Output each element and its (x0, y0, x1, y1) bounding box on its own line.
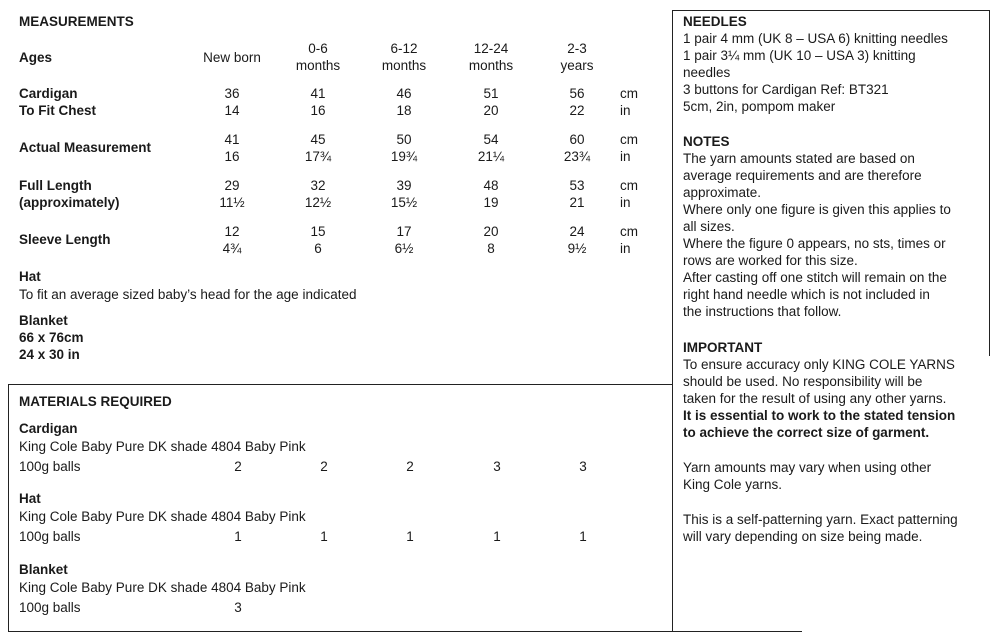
needles-heading: NEEDLES (683, 14, 747, 29)
material-value: 3 (579, 459, 587, 474)
unit-label: in (620, 195, 631, 210)
measurement-value: 20 (483, 103, 499, 118)
measurement-value: 32 (310, 178, 326, 193)
measurement-label: Sleeve Length (19, 232, 111, 247)
notes-line: The yarn amounts stated are based on (683, 151, 915, 166)
material-yarn: King Cole Baby Pure DK shade 4804 Baby Pink (19, 509, 306, 524)
size-header: months (295, 58, 341, 73)
notes-line: right hand needle which is not included in (683, 287, 930, 302)
material-unit: 100g balls (19, 459, 81, 474)
unit-label: in (620, 103, 631, 118)
measurement-value: 17¾ (304, 149, 332, 164)
material-unit: 100g balls (19, 600, 81, 615)
important-line: taken for the result of using any other yarns. (683, 391, 947, 406)
measurement-value: 20 (483, 224, 499, 239)
measurement-value: 6½ (394, 241, 414, 256)
important-bold-line: to achieve the correct size of garment. (683, 425, 930, 440)
divider-left-edge (8, 384, 9, 632)
measurement-value: 22 (569, 103, 585, 118)
measurement-value: 39 (396, 178, 412, 193)
unit-label: cm (620, 86, 638, 101)
unit-label: cm (620, 224, 638, 239)
blanket-size: 24 x 30 in (19, 347, 80, 362)
important-line: To ensure accuracy only KING COLE YARNS (683, 357, 955, 372)
measurement-label: (approximately) (19, 195, 120, 210)
measurement-value: 19 (483, 195, 499, 210)
measurement-value: 9½ (567, 241, 587, 256)
notes-line: the instructions that follow. (683, 304, 842, 319)
size-header: 2-3 (567, 41, 587, 56)
pattern-note-line: will vary depending on size being made. (683, 529, 923, 544)
measurement-value: 53 (569, 178, 585, 193)
measurement-value: 36 (224, 86, 240, 101)
measurement-value: 18 (396, 103, 412, 118)
notes-line: average requirements and are therefore (683, 168, 922, 183)
size-header: 12-24 (473, 41, 509, 56)
needles-line: 3 buttons for Cardigan Ref: BT321 (683, 82, 889, 97)
important-bold-line: It is essential to work to the stated tension (683, 408, 956, 423)
material-value: 2 (406, 459, 414, 474)
material-unit: 100g balls (19, 529, 81, 544)
important-heading: IMPORTANT (683, 340, 763, 355)
divider-right-edge (989, 10, 990, 356)
material-yarn: King Cole Baby Pure DK shade 4804 Baby Pink (19, 580, 306, 595)
material-value: 3 (234, 600, 242, 615)
materials-heading: MATERIALS REQUIRED (19, 394, 172, 409)
needles-line: 1 pair 4 mm (UK 8 – USA 6) knitting needles (683, 31, 948, 46)
measurement-value: 48 (483, 178, 499, 193)
material-value: 2 (320, 459, 328, 474)
material-value: 1 (493, 529, 501, 544)
pattern-note-line: This is a self-patterning yarn. Exact patterning (683, 512, 958, 527)
yarn-note-line: Yarn amounts may vary when using other (683, 460, 932, 475)
material-value: 3 (493, 459, 501, 474)
measurement-value: 24 (569, 224, 585, 239)
divider-bottom (8, 631, 802, 632)
size-header: 0-6 (308, 41, 328, 56)
measurement-value: 29 (224, 178, 240, 193)
important-line: should be used. No responsibility will be (683, 374, 923, 389)
size-header: years (560, 58, 594, 73)
material-value: 2 (234, 459, 242, 474)
divider-top-right (672, 10, 990, 11)
measurement-value: 17 (396, 224, 412, 239)
measurement-value: 51 (483, 86, 499, 101)
measurement-value: 15½ (390, 195, 418, 210)
measurement-label: Cardigan (19, 86, 78, 101)
measurement-value: 60 (569, 132, 585, 147)
material-name: Blanket (19, 562, 68, 577)
unit-label: in (620, 149, 631, 164)
size-header: months (468, 58, 514, 73)
unit-label: cm (620, 132, 638, 147)
measurement-value: 21 (569, 195, 585, 210)
measurement-label: To Fit Chest (19, 103, 96, 118)
size-header: New born (203, 50, 261, 65)
yarn-note-line: King Cole yarns. (683, 477, 783, 492)
measurement-value: 50 (396, 132, 412, 147)
measurement-value: 12½ (304, 195, 332, 210)
notes-line: Where the figure 0 appears, no sts, times or (683, 236, 946, 251)
material-value: 1 (579, 529, 587, 544)
hat-text: To fit an average sized baby’s head for the age indicated (19, 287, 357, 302)
notes-line: After casting off one stitch will remain on the (683, 270, 947, 285)
unit-label: cm (620, 178, 638, 193)
divider-materials-top (8, 384, 673, 385)
measurement-value: 14 (224, 103, 240, 118)
measurement-value: 11½ (219, 195, 245, 210)
material-value: 1 (320, 529, 328, 544)
notes-heading: NOTES (683, 134, 730, 149)
measurement-label: Full Length (19, 178, 92, 193)
measurement-value: 46 (396, 86, 412, 101)
needles-line: 5cm, 2in, pompom maker (683, 99, 836, 114)
measurement-value: 54 (483, 132, 499, 147)
blanket-size: 66 x 76cm (19, 330, 84, 345)
hat-label: Hat (19, 269, 41, 284)
material-name: Hat (19, 491, 41, 506)
measurement-value: 41 (224, 132, 240, 147)
measurement-value: 23¾ (563, 149, 591, 164)
measurement-label: Actual Measurement (19, 140, 152, 155)
material-yarn: King Cole Baby Pure DK shade 4804 Baby Pink (19, 439, 306, 454)
measurement-value: 45 (310, 132, 326, 147)
notes-line: approximate. (683, 185, 762, 200)
notes-line: all sizes. (683, 219, 735, 234)
measurement-value: 6 (314, 241, 322, 256)
ages-label: Ages (19, 50, 53, 65)
material-value: 1 (234, 529, 242, 544)
measurement-value: 21¼ (477, 149, 505, 164)
divider-vertical (672, 10, 673, 632)
measurement-value: 4¾ (222, 241, 242, 256)
measurements-heading: MEASUREMENTS (19, 14, 134, 29)
needles-line: 1 pair 3¼ mm (UK 10 – USA 3) knitting (683, 48, 916, 63)
measurement-value: 8 (487, 241, 495, 256)
notes-line: Where only one figure is given this applies to (683, 202, 951, 217)
measurement-value: 56 (569, 86, 585, 101)
measurement-value: 16 (310, 103, 326, 118)
measurement-value: 41 (310, 86, 326, 101)
measurement-value: 12 (224, 224, 240, 239)
blanket-label: Blanket (19, 313, 68, 328)
measurement-value: 15 (310, 224, 326, 239)
material-value: 1 (406, 529, 414, 544)
material-name: Cardigan (19, 421, 78, 436)
unit-label: in (620, 241, 631, 256)
notes-line: rows are worked for this size. (683, 253, 858, 268)
measurement-value: 19¾ (390, 149, 418, 164)
size-header: 6-12 (390, 41, 418, 56)
size-header: months (381, 58, 427, 73)
needles-line: needles (683, 65, 731, 80)
measurement-value: 16 (224, 149, 240, 164)
